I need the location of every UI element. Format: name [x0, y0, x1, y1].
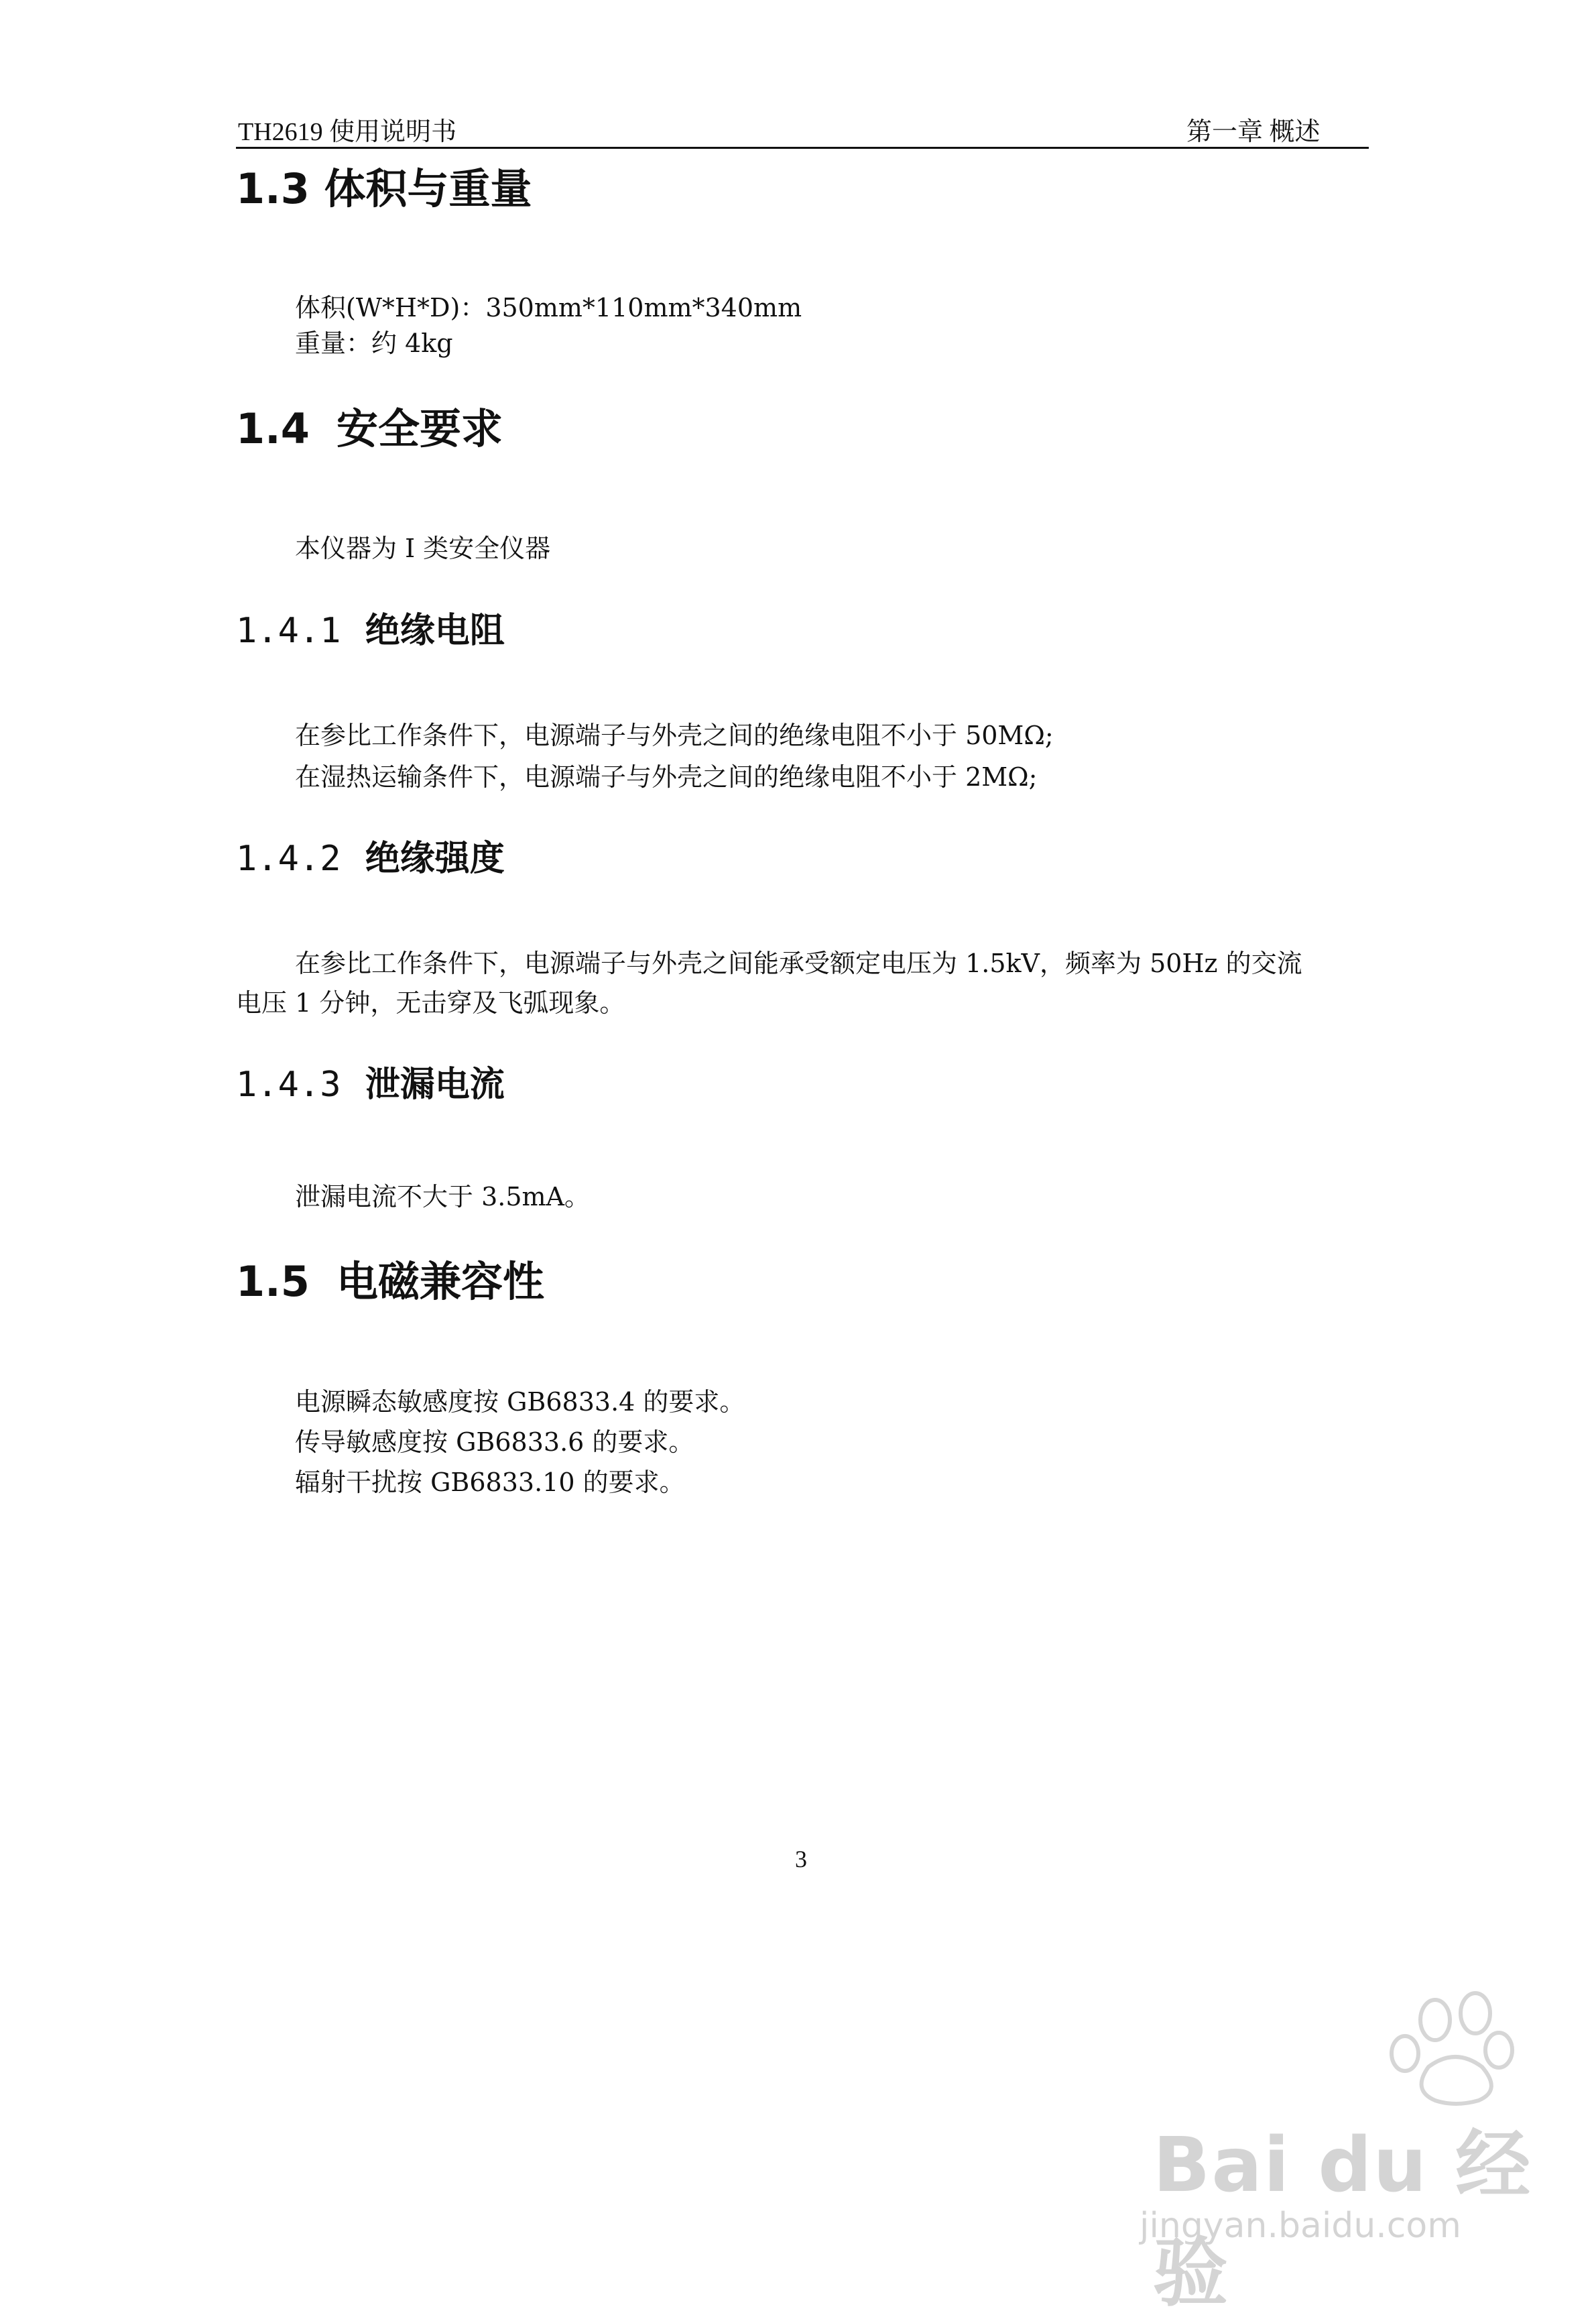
- header-document-title: TH2619 使用说明书: [238, 118, 457, 146]
- heading-number: 1.4.2: [236, 839, 341, 879]
- heading-1-4: [236, 396, 503, 455]
- paragraph-line: 辐射干扰按 GB6833.10 的要求。: [295, 1468, 685, 1497]
- heading-title: 电磁兼容性: [336, 1257, 545, 1306]
- page-number: 3: [795, 1846, 807, 1872]
- heading-number: 1.4: [236, 404, 310, 453]
- paragraph-line: 传导敏感度按 GB6833.6 的要求。: [295, 1427, 694, 1457]
- heading-title: 绝缘强度: [365, 839, 505, 879]
- heading-title: 泄漏电流: [365, 1065, 505, 1105]
- paragraph-line: 电压 1 分钟，无击穿及飞弧现象。: [236, 988, 625, 1018]
- paragraph-line: 本仪器为 I 类安全仪器: [295, 534, 551, 563]
- heading-number: 1.3: [236, 164, 310, 213]
- paragraph-line: 在湿热运输条件下，电源端子与外壳之间的绝缘电阻不小于 2MΩ;: [295, 762, 1038, 792]
- heading-number: 1.4.1: [236, 611, 341, 651]
- watermark-url: jingyan.baidu.com: [1140, 2206, 1461, 2246]
- heading-1-4-3: [236, 1056, 505, 1106]
- header-chapter-title: 第一章 概述: [1186, 118, 1321, 146]
- heading-number: 1.4.3: [236, 1065, 341, 1105]
- paragraph-line: 重量：约 4kg: [295, 329, 453, 358]
- heading-title: 绝缘电阻: [365, 611, 505, 651]
- heading-1-4-1: [236, 602, 505, 652]
- heading-title: 体积与重量: [324, 164, 532, 213]
- watermark-brand: Bai du 经验: [1153, 2122, 1532, 2317]
- header-rule: [236, 147, 1369, 149]
- heading-1-3: [236, 156, 532, 215]
- paragraph-line: 在参比工作条件下，电源端子与外壳之间能承受额定电压为 1.5kV，频率为 50Hz 的交流: [295, 949, 1302, 978]
- paragraph-line: 泄漏电流不大于 3.5mA。: [295, 1182, 590, 1211]
- paragraph-line: 体积(W*H*D)：350mm*110mm*340mm: [295, 293, 802, 322]
- heading-1-4-2: [236, 830, 505, 880]
- heading-1-5: [236, 1248, 544, 1308]
- paragraph-line: 电源瞬态敏感度按 GB6833.4 的要求。: [295, 1387, 745, 1417]
- heading-title: 安全要求: [336, 404, 503, 453]
- heading-number: 1.5: [236, 1257, 310, 1306]
- paragraph-line: 在参比工作条件下，电源端子与外壳之间的绝缘电阻不小于 50MΩ;: [295, 721, 1054, 750]
